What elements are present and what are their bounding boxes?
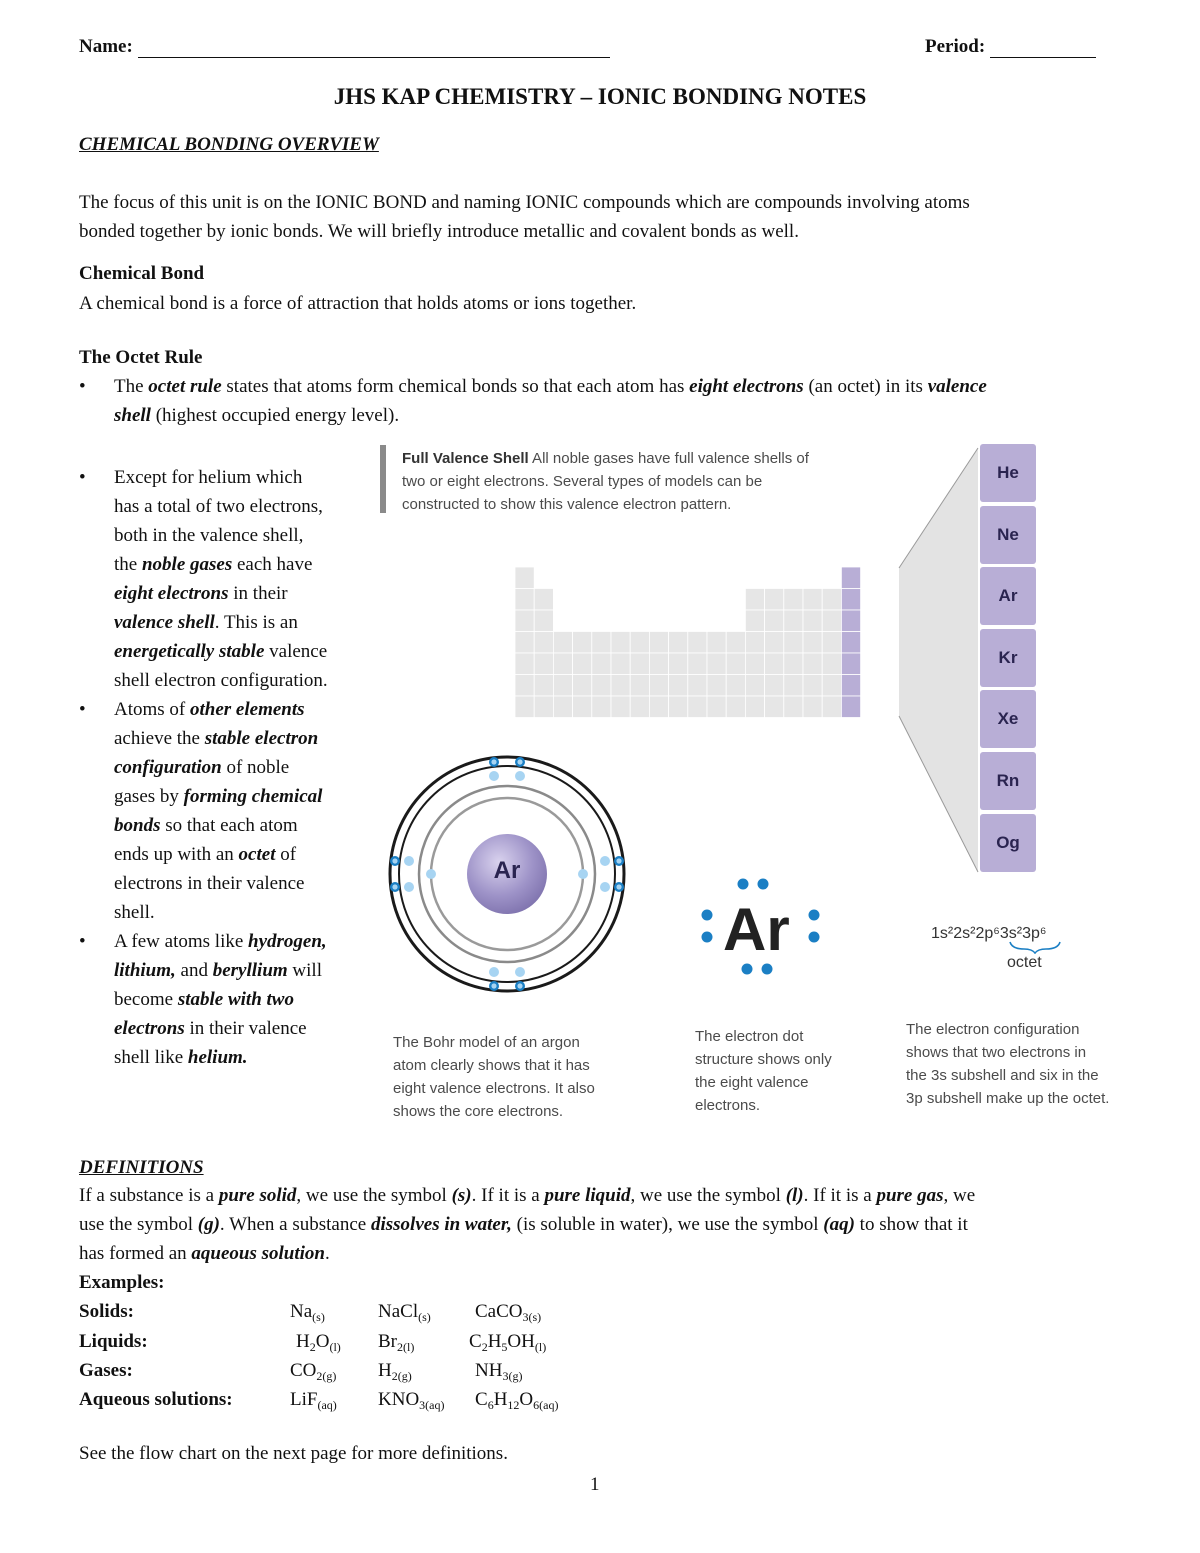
periodic-table-cell	[745, 696, 764, 718]
periodic-table-cell	[841, 696, 860, 718]
row-label: Liquids:	[79, 1331, 148, 1352]
periodic-table-cell	[573, 696, 592, 718]
text: (is soluble in water), we use the symbol	[511, 1214, 824, 1235]
symbol-s: (s)	[451, 1185, 472, 1206]
term-eight-electrons: eight electrons	[689, 376, 804, 397]
periodic-table-cell	[669, 696, 688, 718]
formula-nacl: NaCl$_{(s)}$	[378, 1301, 431, 1324]
periodic-table-cell	[726, 632, 745, 654]
octet-bullet-1-line-2	[114, 405, 399, 427]
text: . This is an	[214, 612, 298, 633]
electron	[392, 858, 397, 863]
text: of noble	[221, 757, 290, 778]
periodic-table-cell	[573, 632, 592, 654]
formula-br2: $Br_{2(l)}$	[378, 1331, 415, 1354]
b4-l2	[114, 956, 322, 985]
b3-l8: shell.	[114, 902, 155, 923]
text: The	[114, 376, 149, 397]
periodic-table-cell	[822, 675, 841, 697]
caption-line: shows the core electrons.	[393, 1103, 564, 1120]
periodic-table-cell	[841, 675, 860, 697]
electron	[491, 759, 496, 764]
octet-rule-heading: The Octet Rule	[79, 347, 203, 368]
periodic-table-cell	[515, 696, 534, 718]
symbol-l: (l)	[785, 1185, 804, 1206]
octet-bullet-1-line-1	[114, 376, 987, 398]
periodic-table-cell	[803, 653, 822, 675]
example-row-solids	[79, 1297, 679, 1326]
text: If a substance is a	[79, 1185, 219, 1206]
valence-electron-dot	[702, 910, 713, 921]
formula-co2: $CO_{2(g)}$	[290, 1360, 337, 1383]
text: valence	[264, 641, 328, 662]
octet-label: octet	[1007, 954, 1042, 971]
periodic-table-cell	[822, 589, 841, 611]
periodic-table-cell	[649, 696, 668, 718]
periodic-table-cell	[592, 632, 611, 654]
periodic-table-cell	[707, 675, 726, 697]
periodic-table-cell	[765, 589, 784, 611]
term-lithium: lithium,	[114, 960, 176, 981]
periodic-table-cell	[745, 632, 764, 654]
b4-l1	[114, 927, 327, 956]
periodic-table-cell	[515, 567, 534, 589]
b4-l3	[114, 985, 294, 1014]
periodic-table-cell	[765, 675, 784, 697]
periodic-table-cell	[534, 610, 553, 632]
definitions-line-3	[79, 1243, 330, 1265]
text: in their valence	[184, 1018, 307, 1039]
page-number: 1	[590, 1474, 600, 1495]
periodic-table-cell	[592, 696, 611, 718]
overview-line-2: bonded together by ionic bonds. We will briefly introduce metallic and covalent bonds as well.	[79, 221, 799, 242]
periodic-table-cell	[822, 632, 841, 654]
text: . If it is a	[471, 1185, 545, 1206]
term-eight-electrons: eight electrons	[114, 583, 229, 604]
periodic-table-cell	[630, 696, 649, 718]
periodic-table-cell	[803, 589, 822, 611]
periodic-table-grid	[515, 567, 861, 718]
periodic-table-cell	[784, 610, 803, 632]
bullet-dot: •	[79, 376, 86, 397]
caption-line: The electron configuration	[906, 1021, 1080, 1038]
periodic-table-cell	[534, 589, 553, 611]
b4-l5	[114, 1043, 248, 1072]
text: All noble gases have full valence shells of	[528, 450, 809, 467]
b3-l2	[114, 724, 318, 753]
text: each have	[232, 554, 313, 575]
b2-l2: has a total of two electrons,	[114, 496, 323, 517]
periodic-table-cell	[688, 632, 707, 654]
periodic-table-cell	[553, 632, 572, 654]
term-valence: valence	[927, 376, 987, 397]
periodic-table-cell	[515, 653, 534, 675]
text: in their	[228, 583, 288, 604]
b2-l7	[114, 637, 327, 666]
periodic-table-cell	[784, 632, 803, 654]
row-label: Solids:	[79, 1301, 134, 1322]
periodic-table-cell	[649, 632, 668, 654]
periodic-table-cell	[669, 675, 688, 697]
example-row-liquids	[79, 1327, 679, 1356]
caption-line: atom clearly shows that it has	[393, 1057, 590, 1074]
text: A few atoms like	[114, 931, 249, 952]
period-blank[interactable]	[990, 37, 1096, 58]
electron	[392, 884, 397, 889]
noble-gas-tile-xe: Xe	[980, 690, 1036, 748]
periodic-table-cell	[841, 567, 860, 589]
caption-line: The electron dot	[695, 1028, 804, 1045]
row-label: Gases:	[79, 1360, 133, 1381]
b2-l4	[114, 550, 312, 579]
page-title: JHS KAP CHEMISTRY – IONIC BONDING NOTES	[333, 84, 867, 109]
periodic-table-cell	[765, 610, 784, 632]
formula-lif: LiF$_{(aq)}$	[290, 1389, 337, 1412]
formula-c2h5oh: $C_2H_5OH_{(l)}$	[469, 1331, 547, 1354]
text: , we use the symbol	[630, 1185, 786, 1206]
term-pure-gas: pure gas	[876, 1185, 944, 1206]
bullet-dot: •	[79, 699, 86, 720]
formula-c6h12o6: $C_6H_{12}O_{6(aq)}$	[475, 1389, 559, 1412]
banner-line-3: constructed to show this valence electron pattern.	[402, 496, 732, 513]
periodic-table-cell	[669, 653, 688, 675]
periodic-table-cell	[726, 696, 745, 718]
periodic-table-cell	[534, 696, 553, 718]
periodic-table-cell	[534, 675, 553, 697]
text: has formed an	[79, 1243, 192, 1264]
text: (highest occupied energy level).	[150, 405, 400, 426]
periodic-table-cell	[611, 696, 630, 718]
periodic-table-cell	[745, 653, 764, 675]
term-aqueous-solution: aqueous solution	[191, 1243, 325, 1264]
text: the	[114, 554, 142, 575]
term-energetically-stable: energetically stable	[114, 641, 265, 662]
valence-shell-figure	[380, 440, 1160, 1130]
periodic-table-cell	[841, 653, 860, 675]
caption-line: 3p subshell make up the octet.	[906, 1090, 1110, 1107]
text: to show that it	[854, 1214, 968, 1235]
b4-l4	[114, 1014, 307, 1043]
examples-label: Examples:	[79, 1272, 165, 1293]
periodic-table-cell	[611, 632, 630, 654]
valence-electron-dot	[738, 879, 749, 890]
periodic-table-cell	[688, 653, 707, 675]
term-electrons: electrons	[114, 1018, 185, 1039]
text: of	[275, 844, 297, 865]
b2-l3: both in the valence shell,	[114, 525, 304, 546]
formula-na: $Na_{(s)}$	[290, 1301, 325, 1324]
electron	[517, 759, 522, 764]
bohr-symbol: Ar	[493, 857, 521, 884]
term-octet-rule: octet rule	[148, 376, 222, 397]
periodic-table-cell	[553, 653, 572, 675]
name-label: Name:	[79, 36, 133, 57]
caption-line: shows that two electrons in	[906, 1044, 1087, 1061]
formula-h2: $H_{2(g)}$	[378, 1360, 412, 1383]
text: .	[324, 1243, 330, 1264]
periodic-table-cell	[649, 675, 668, 697]
electron	[426, 869, 436, 879]
electron	[578, 869, 588, 879]
valence-electron-dot	[758, 879, 769, 890]
valence-electron-dot	[809, 910, 820, 921]
valence-electron-dot	[762, 964, 773, 975]
caption-line: the eight valence	[695, 1074, 809, 1091]
term-valence-shell: valence shell	[114, 612, 215, 633]
periodic-table-cell	[745, 589, 764, 611]
periodic-table-cell	[803, 610, 822, 632]
overview-heading: CHEMICAL BONDING OVERVIEW	[79, 134, 379, 155]
periodic-table-cell	[630, 675, 649, 697]
b3-l1	[114, 695, 305, 724]
b3-l6	[114, 840, 296, 869]
term-other-elements: other elements	[190, 699, 305, 720]
periodic-table-cell	[573, 675, 592, 697]
example-row-aqueous	[79, 1385, 679, 1414]
electron	[515, 967, 525, 977]
periodic-table-cell	[611, 653, 630, 675]
periodic-table-cell	[592, 675, 611, 697]
periodic-table-cell	[765, 632, 784, 654]
definitions-line-1	[79, 1185, 975, 1207]
term-forming-chemical: forming chemical	[183, 786, 323, 807]
formula-kno3: $KNO_{3(aq)}$	[378, 1389, 445, 1412]
valence-electron-dot	[809, 932, 820, 943]
term-octet: octet	[238, 844, 276, 865]
periodic-table-cell	[765, 696, 784, 718]
bullet-dot: •	[79, 467, 86, 488]
term-shell: shell	[114, 405, 151, 426]
electron	[489, 967, 499, 977]
periodic-table-cell	[707, 653, 726, 675]
b3-l3	[114, 753, 289, 782]
periodic-table-cell	[553, 675, 572, 697]
definitions-line-2	[79, 1214, 968, 1236]
periodic-table-cell	[745, 675, 764, 697]
periodic-table-cell	[841, 632, 860, 654]
chemical-bond-heading: Chemical Bond	[79, 263, 205, 284]
periodic-table-cell	[573, 653, 592, 675]
term-configuration: configuration	[114, 757, 222, 778]
periodic-table-cell	[707, 632, 726, 654]
periodic-table-cell	[630, 632, 649, 654]
b2-l6	[114, 608, 298, 637]
periodic-table-cell	[784, 589, 803, 611]
row-label: Aqueous solutions:	[79, 1389, 233, 1410]
banner-title: Full Valence Shell	[402, 450, 529, 467]
term-noble-gases: noble gases	[141, 554, 233, 575]
banner-line-2: two or eight electrons. Several types of models can be	[402, 473, 763, 490]
periodic-table-cell	[515, 632, 534, 654]
term-stable-with-two: stable with two	[177, 989, 294, 1010]
symbol-aq: (aq)	[823, 1214, 855, 1235]
text: , we	[943, 1185, 976, 1206]
electron	[491, 983, 496, 988]
noble-gas-tile-ne: Ne	[980, 506, 1036, 564]
electron	[404, 882, 414, 892]
term-hydrogen: hydrogen,	[248, 931, 327, 952]
dot-structure-symbol: Ar	[723, 896, 790, 963]
text: gases by	[114, 786, 184, 807]
term-bonds: bonds	[114, 815, 161, 836]
periodic-table-cell	[841, 610, 860, 632]
footer-text: See the flow chart on the next page for more definitions.	[79, 1443, 508, 1464]
electron	[404, 856, 414, 866]
periodic-table-cell	[553, 696, 572, 718]
b2-l5	[114, 579, 288, 608]
name-blank[interactable]	[138, 37, 610, 58]
b3-l7: electrons in their valence	[114, 873, 305, 894]
periodic-table-cell	[534, 632, 553, 654]
periodic-table-cell	[515, 589, 534, 611]
text: states that atoms form chemical bonds so that each atom has	[221, 376, 690, 397]
periodic-table-cell	[669, 632, 688, 654]
periodic-table-cell	[803, 675, 822, 697]
overview-line-1: The focus of this unit is on the IONIC BOND and naming IONIC compounds which are compounds involving atoms	[79, 192, 970, 213]
periodic-table-cell	[822, 696, 841, 718]
electron	[616, 884, 621, 889]
period-field	[925, 36, 1096, 58]
text: so that each atom	[160, 815, 298, 836]
periodic-table-cell	[841, 589, 860, 611]
noble-gas-tile-kr: Kr	[980, 629, 1036, 687]
periodic-table-cell	[707, 696, 726, 718]
dot-structure-electrons	[690, 870, 830, 980]
periodic-table-cell	[611, 675, 630, 697]
electron	[515, 771, 525, 781]
caption-line: eight valence electrons. It also	[393, 1080, 595, 1097]
periodic-table-cell	[784, 696, 803, 718]
caption-dot	[695, 1025, 832, 1117]
electron	[600, 856, 610, 866]
periodic-table-cell	[515, 675, 534, 697]
electron	[517, 983, 522, 988]
noble-gas-tile-ar: Ar	[980, 567, 1036, 625]
text: ends up with an	[114, 844, 239, 865]
valence-electron-dot	[702, 932, 713, 943]
example-row-gases	[79, 1356, 679, 1385]
formula-caco3: CaCO$_{3(s)}$	[475, 1301, 542, 1324]
term-pure-liquid: pure liquid	[544, 1185, 631, 1206]
electron	[489, 771, 499, 781]
periodic-table-cell	[745, 610, 764, 632]
electron	[600, 882, 610, 892]
octet-brace	[1008, 940, 1062, 954]
period-label: Period:	[925, 36, 986, 57]
valence-electron-dot	[742, 964, 753, 975]
caption-line: the 3s subshell and six in the	[906, 1067, 1099, 1084]
text: . When a substance	[219, 1214, 371, 1235]
noble-gas-tile-he: He	[980, 444, 1036, 502]
electron	[616, 858, 621, 863]
caption-line: electrons.	[695, 1097, 761, 1114]
periodic-table-cell	[726, 653, 745, 675]
text: become	[114, 989, 178, 1010]
text: use the symbol	[79, 1214, 198, 1235]
text: , we use the symbol	[296, 1185, 452, 1206]
periodic-table-cell	[726, 675, 745, 697]
periodic-table-cell	[765, 653, 784, 675]
periodic-table-cell	[515, 610, 534, 632]
definitions-heading: DEFINITIONS	[79, 1157, 204, 1178]
term-stable-electron: stable electron	[204, 728, 319, 749]
text: will	[287, 960, 322, 981]
periodic-table-cell	[649, 653, 668, 675]
term-beryllium: beryllium	[212, 960, 288, 981]
formula-nh3: $NH_{3(g)}$	[475, 1360, 523, 1383]
b2-l8: shell electron configuration.	[114, 670, 328, 691]
noble-gas-tile-og: Og	[980, 814, 1036, 872]
periodic-table-cell	[784, 653, 803, 675]
bullet-dot: •	[79, 931, 86, 952]
periodic-table-cell	[822, 610, 841, 632]
periodic-table-cell	[630, 653, 649, 675]
periodic-table-cell	[688, 675, 707, 697]
periodic-table-cell	[784, 675, 803, 697]
b2-l1: Except for helium which	[114, 467, 303, 488]
formula-h2o: $H_2O_{(l)}$	[296, 1331, 341, 1354]
zoom-wedge	[899, 448, 978, 872]
term-pure-solid: pure solid	[218, 1185, 297, 1206]
text: shell like	[114, 1047, 188, 1068]
periodic-table-cell	[803, 632, 822, 654]
b3-l4	[114, 782, 322, 811]
text: achieve the	[114, 728, 205, 749]
term-helium: helium.	[187, 1047, 248, 1068]
noble-gas-tile-rn: Rn	[980, 752, 1036, 810]
electron-configuration: 1s²2s²2p⁶3s²3p⁶	[931, 925, 1047, 942]
symbol-g: (g)	[197, 1214, 220, 1235]
text: and	[175, 960, 213, 981]
caption-line: structure shows only	[695, 1051, 832, 1068]
periodic-table-cell	[688, 696, 707, 718]
caption-line: The Bohr model of an argon	[393, 1034, 580, 1051]
caption-bohr	[393, 1031, 595, 1123]
periodic-table-cell	[803, 696, 822, 718]
term-dissolves-in-water: dissolves in water,	[370, 1214, 512, 1235]
text: . If it is a	[803, 1185, 877, 1206]
periodic-table-cell	[822, 653, 841, 675]
text: Atoms of	[114, 699, 190, 720]
caption-config	[906, 1018, 1109, 1110]
periodic-table-cell	[534, 653, 553, 675]
periodic-table-cell	[592, 653, 611, 675]
b3-l5	[114, 811, 298, 840]
name-field	[79, 36, 610, 58]
chemical-bond-text: A chemical bond is a force of attraction that holds atoms or ions together.	[79, 293, 637, 314]
text: (an octet) in its	[803, 376, 928, 397]
